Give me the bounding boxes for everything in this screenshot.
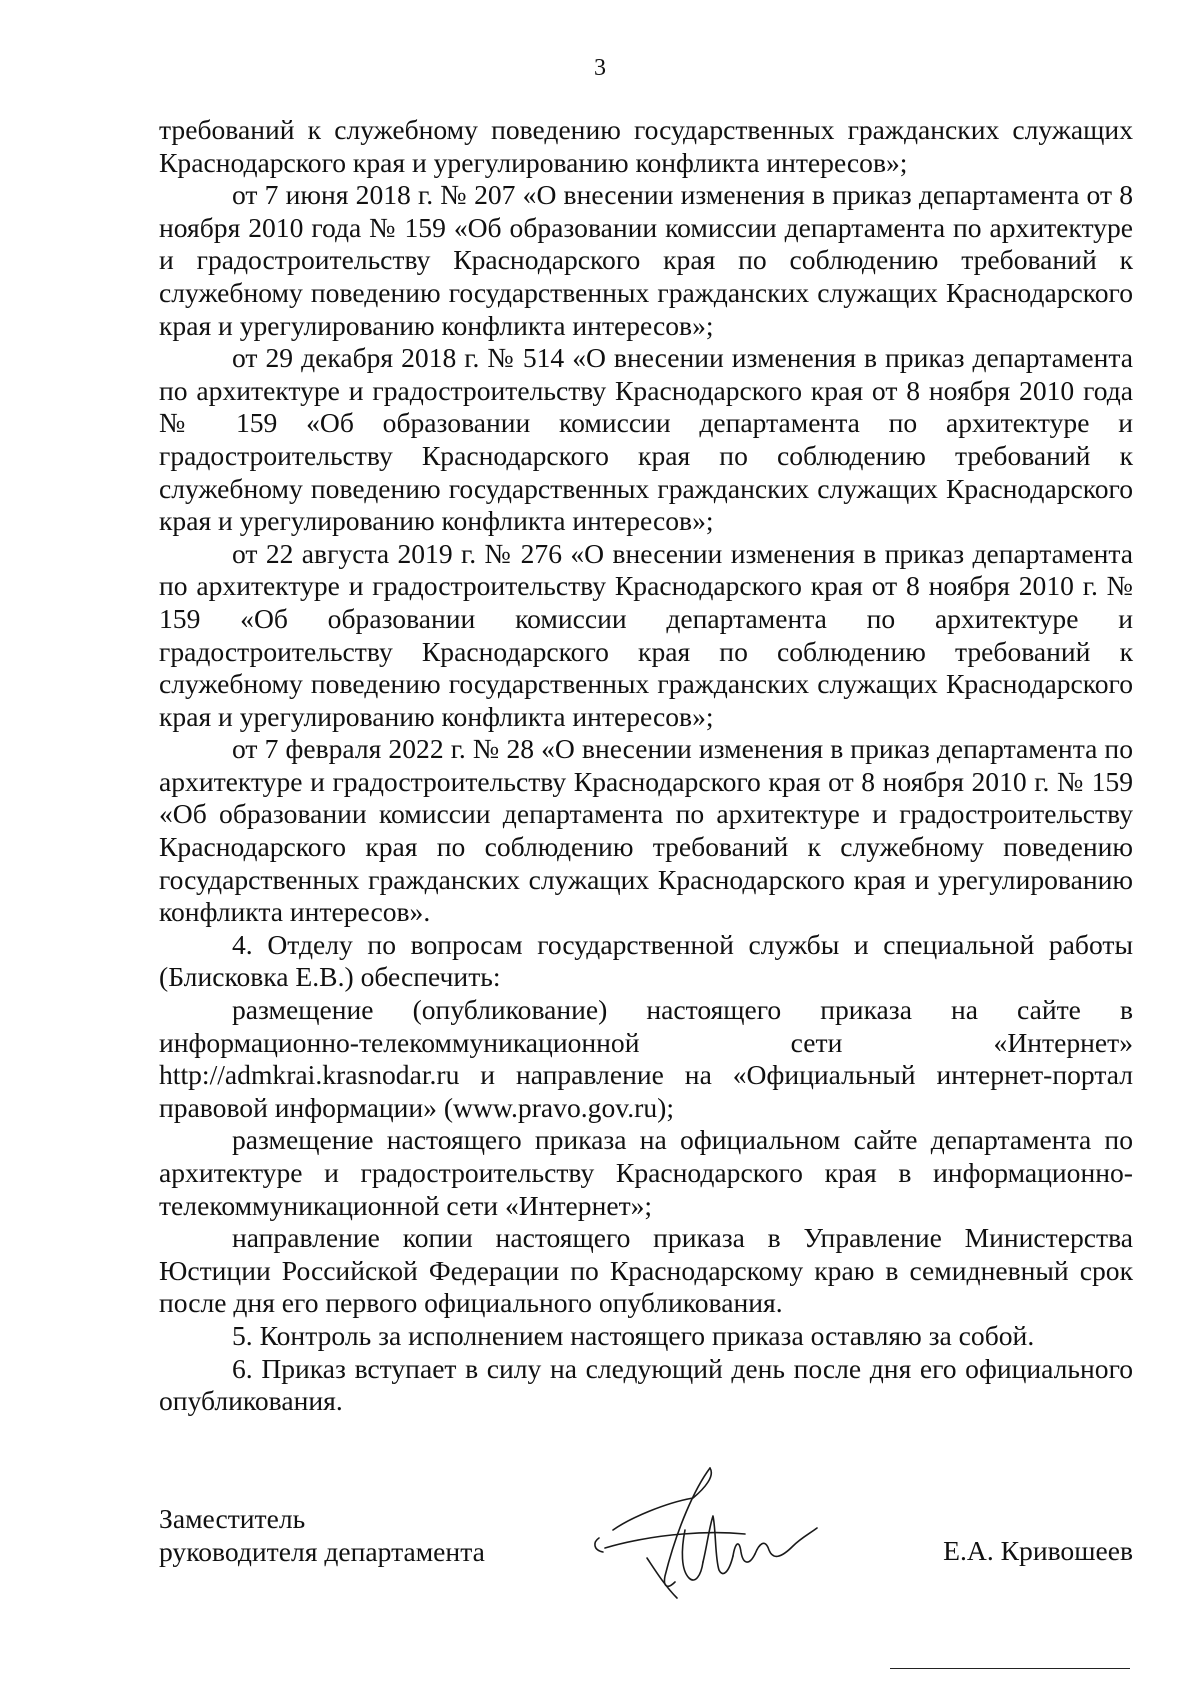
signer-position-line-2: руководителя департамента bbox=[159, 1535, 485, 1567]
paragraph-order-276: от 22 августа 2019 г. № 276 «О внесении изменения в приказ департамента по архитектуре и градостроительству Краснодарского края от 8 ноября 2010 г. № 159 «Об образовании комиссии департамента по архитектуре и градостроительству Краснодарского края по соблюдению требований к служебному поведению государственных гражданских служащих Краснодарского края и урегулированию конфликта интересов»; bbox=[159, 537, 1133, 732]
paragraph-continuation: требований к служебному поведению государственных гражданских служащих Краснодарского края и урегулированию конфликта интересов»; bbox=[159, 114, 1133, 178]
document-body bbox=[159, 114, 1133, 1418]
paragraph-order-514: от 29 декабря 2018 г. № 514 «О внесении изменения в приказ департамента по архитектуре и градостроительству Краснодарского края от 8 ноября 2010 года № 159 «Об образовании комиссии департамента по архитектуре и градостроительству Краснодарского края по соблюдению требований к служебному поведению государственных гражданских служащих Краснодарского края и урегулированию конфликта интересов»; bbox=[159, 342, 1133, 537]
paragraph-item-4: 4. Отделу по вопросам государственной службы и специальной работы (Блисковка Е.В.) обеспечить: bbox=[159, 928, 1133, 993]
footer-rule bbox=[890, 1668, 1130, 1669]
paragraph-order-207: от 7 июня 2018 г. № 207 «О внесении изменения в приказ департамента от 8 ноября 2010 года № 159 «Об образовании комиссии департамента по архитектуре и градостроительству Краснодарского края по соблюдению требований к служебному поведению государственных гражданских служащих Краснодарского края и урегулированию конфликта интересов»; bbox=[159, 179, 1133, 341]
page-number: 3 bbox=[594, 55, 606, 81]
paragraph-item-6: 6. Приказ вступает в силу на следующий день после дня его официального опубликования. bbox=[159, 1352, 1133, 1417]
paragraph-item-5: 5. Контроль за исполнением настоящего приказа оставляю за собой. bbox=[232, 1319, 1035, 1351]
paragraph-publication-official-site: размещение настоящего приказа на официальном сайте департамента по архитектуре и градостроительству Краснодарского края в информационно-телекоммуникационной сети «Интернет»; bbox=[159, 1124, 1133, 1221]
paragraph-copy-to-ministry: направление копии настоящего приказа в Управление Министерства Юстиции Российской Федерации по Краснодарскому краю в семидневный срок после дня его первого официального опубликования. bbox=[159, 1222, 1133, 1319]
signer-position-line-1: Заместитель bbox=[159, 1503, 306, 1534]
signer-name: Е.А. Кривошеев bbox=[943, 1535, 1133, 1566]
paragraph-order-28: от 7 февраля 2022 г. № 28 «О внесении изменения в приказ департамента по архитектуре и градостроительству Краснодарского края от 8 ноября 2010 г. № 159 «Об образовании комиссии департамента по архитектуре и градостроительству Краснодарского края по соблюдению требований к служебному поведению государственных гражданских служащих Краснодарского края и урегулированию конфликта интересов». bbox=[159, 733, 1133, 928]
handwritten-signature bbox=[585, 1458, 845, 1618]
paragraph-publication-internet: размещение (опубликование) настоящего приказа на сайте в информационно-телекоммуникационной сети «Интернет» http://admkrai.krasnodar.ru и направление на «Официальный интернет-портал правовой информации» (www.pravo.gov.ru); bbox=[159, 994, 1133, 1123]
